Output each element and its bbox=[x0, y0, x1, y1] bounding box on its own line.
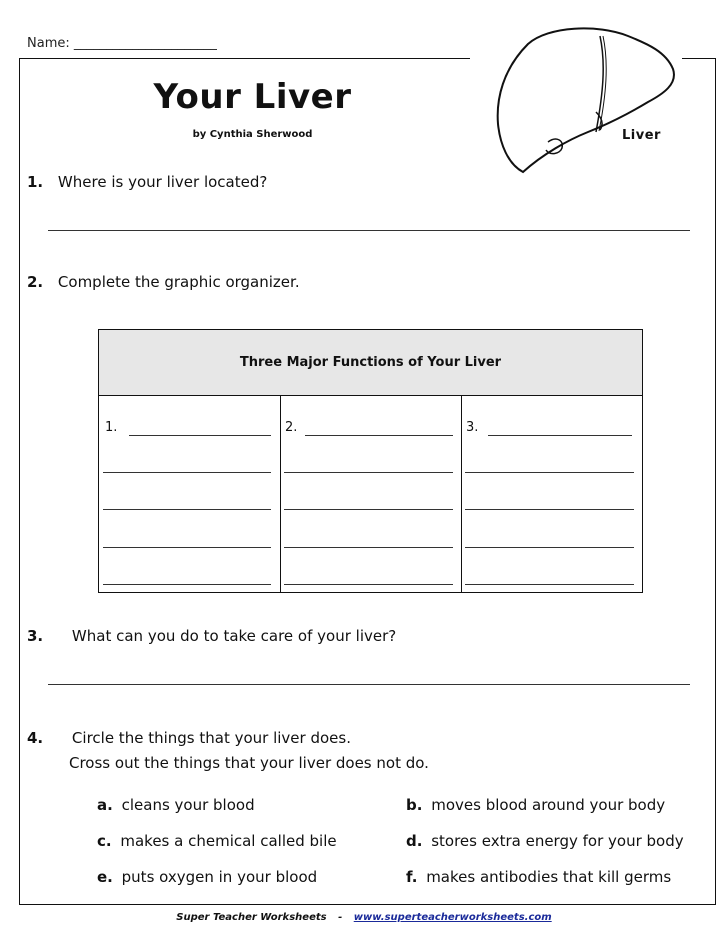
choice-b-text: moves blood around your body bbox=[431, 796, 666, 814]
organizer-column-2-line-4[interactable] bbox=[284, 547, 453, 548]
choice-c-text: makes a chemical called bile bbox=[120, 832, 337, 850]
organizer-column-1-line-3[interactable] bbox=[103, 509, 271, 510]
organizer-heading: Three Major Functions of Your Liver bbox=[99, 330, 642, 396]
question-1-number: 1. bbox=[27, 173, 44, 191]
organizer-column-3-line-3[interactable] bbox=[465, 509, 634, 510]
question-4-number: 4. bbox=[27, 729, 44, 747]
choice-a[interactable] bbox=[97, 796, 255, 814]
choice-c[interactable] bbox=[97, 832, 337, 850]
graphic-organizer bbox=[98, 329, 643, 593]
choice-a-text: cleans your blood bbox=[121, 796, 255, 814]
organizer-column-3-line-5[interactable] bbox=[465, 584, 634, 585]
organizer-column-3-line-1[interactable] bbox=[488, 435, 632, 436]
question-2-text: Complete the graphic organizer. bbox=[57, 273, 300, 291]
footer-separator: - bbox=[338, 912, 343, 923]
footer bbox=[0, 912, 728, 923]
choice-f-letter: f. bbox=[406, 868, 418, 886]
organizer-column-1-number: 1. bbox=[105, 420, 118, 435]
footer-url-link[interactable]: www.superteacherworksheets.com bbox=[353, 912, 552, 923]
choice-d-text: stores extra energy for your body bbox=[431, 832, 684, 850]
footer-publisher: Super Teacher Worksheets bbox=[176, 912, 327, 923]
organizer-column-2-line-2[interactable] bbox=[284, 472, 453, 473]
organizer-column-2 bbox=[280, 396, 462, 592]
organizer-column-2-line-5[interactable] bbox=[284, 584, 453, 585]
liver-illustration bbox=[488, 14, 688, 174]
organizer-column-3 bbox=[461, 396, 643, 592]
organizer-column-2-number: 2. bbox=[285, 420, 298, 435]
choice-e-text: puts oxygen in your blood bbox=[121, 868, 318, 886]
organizer-column-2-line-3[interactable] bbox=[284, 509, 453, 510]
choice-e-letter: e. bbox=[97, 868, 113, 886]
choice-d[interactable] bbox=[406, 832, 684, 850]
question-4 bbox=[27, 729, 351, 747]
liver-image-label: Liver bbox=[622, 128, 661, 143]
worksheet-title: Your Liver bbox=[153, 77, 352, 117]
question-3 bbox=[27, 627, 396, 645]
choice-c-letter: c. bbox=[97, 832, 112, 850]
choice-f[interactable] bbox=[406, 868, 671, 886]
organizer-column-2-line-1[interactable] bbox=[305, 435, 453, 436]
choice-a-letter: a. bbox=[97, 796, 113, 814]
organizer-column-3-number: 3. bbox=[466, 420, 479, 435]
question-3-text: What can you do to take care of your liver? bbox=[71, 627, 397, 645]
question-1 bbox=[27, 173, 267, 191]
organizer-column-3-line-4[interactable] bbox=[465, 547, 634, 548]
choice-b-letter: b. bbox=[406, 796, 423, 814]
organizer-column-1 bbox=[99, 396, 280, 592]
organizer-column-3-line-2[interactable] bbox=[465, 472, 634, 473]
organizer-column-1-line-4[interactable] bbox=[103, 547, 271, 548]
question-3-answer-line[interactable] bbox=[48, 684, 690, 685]
question-2 bbox=[27, 273, 300, 291]
organizer-column-1-line-2[interactable] bbox=[103, 472, 271, 473]
question-4-line-2: Cross out the things that your liver does not do. bbox=[69, 754, 429, 772]
name-field-label: Name: ______________________ bbox=[27, 36, 217, 51]
choice-d-letter: d. bbox=[406, 832, 423, 850]
choice-b[interactable] bbox=[406, 796, 665, 814]
question-1-answer-line[interactable] bbox=[48, 230, 690, 231]
question-4-line-1: Circle the things that your liver does. bbox=[71, 729, 351, 747]
organizer-column-1-line-5[interactable] bbox=[103, 584, 271, 585]
question-3-number: 3. bbox=[27, 627, 44, 645]
choice-f-text: makes antibodies that kill germs bbox=[426, 868, 672, 886]
question-2-number: 2. bbox=[27, 273, 44, 291]
question-1-text: Where is your liver located? bbox=[57, 173, 268, 191]
organizer-column-1-line-1[interactable] bbox=[129, 435, 271, 436]
choice-e[interactable] bbox=[97, 868, 317, 886]
author-byline: by Cynthia Sherwood bbox=[192, 129, 313, 140]
